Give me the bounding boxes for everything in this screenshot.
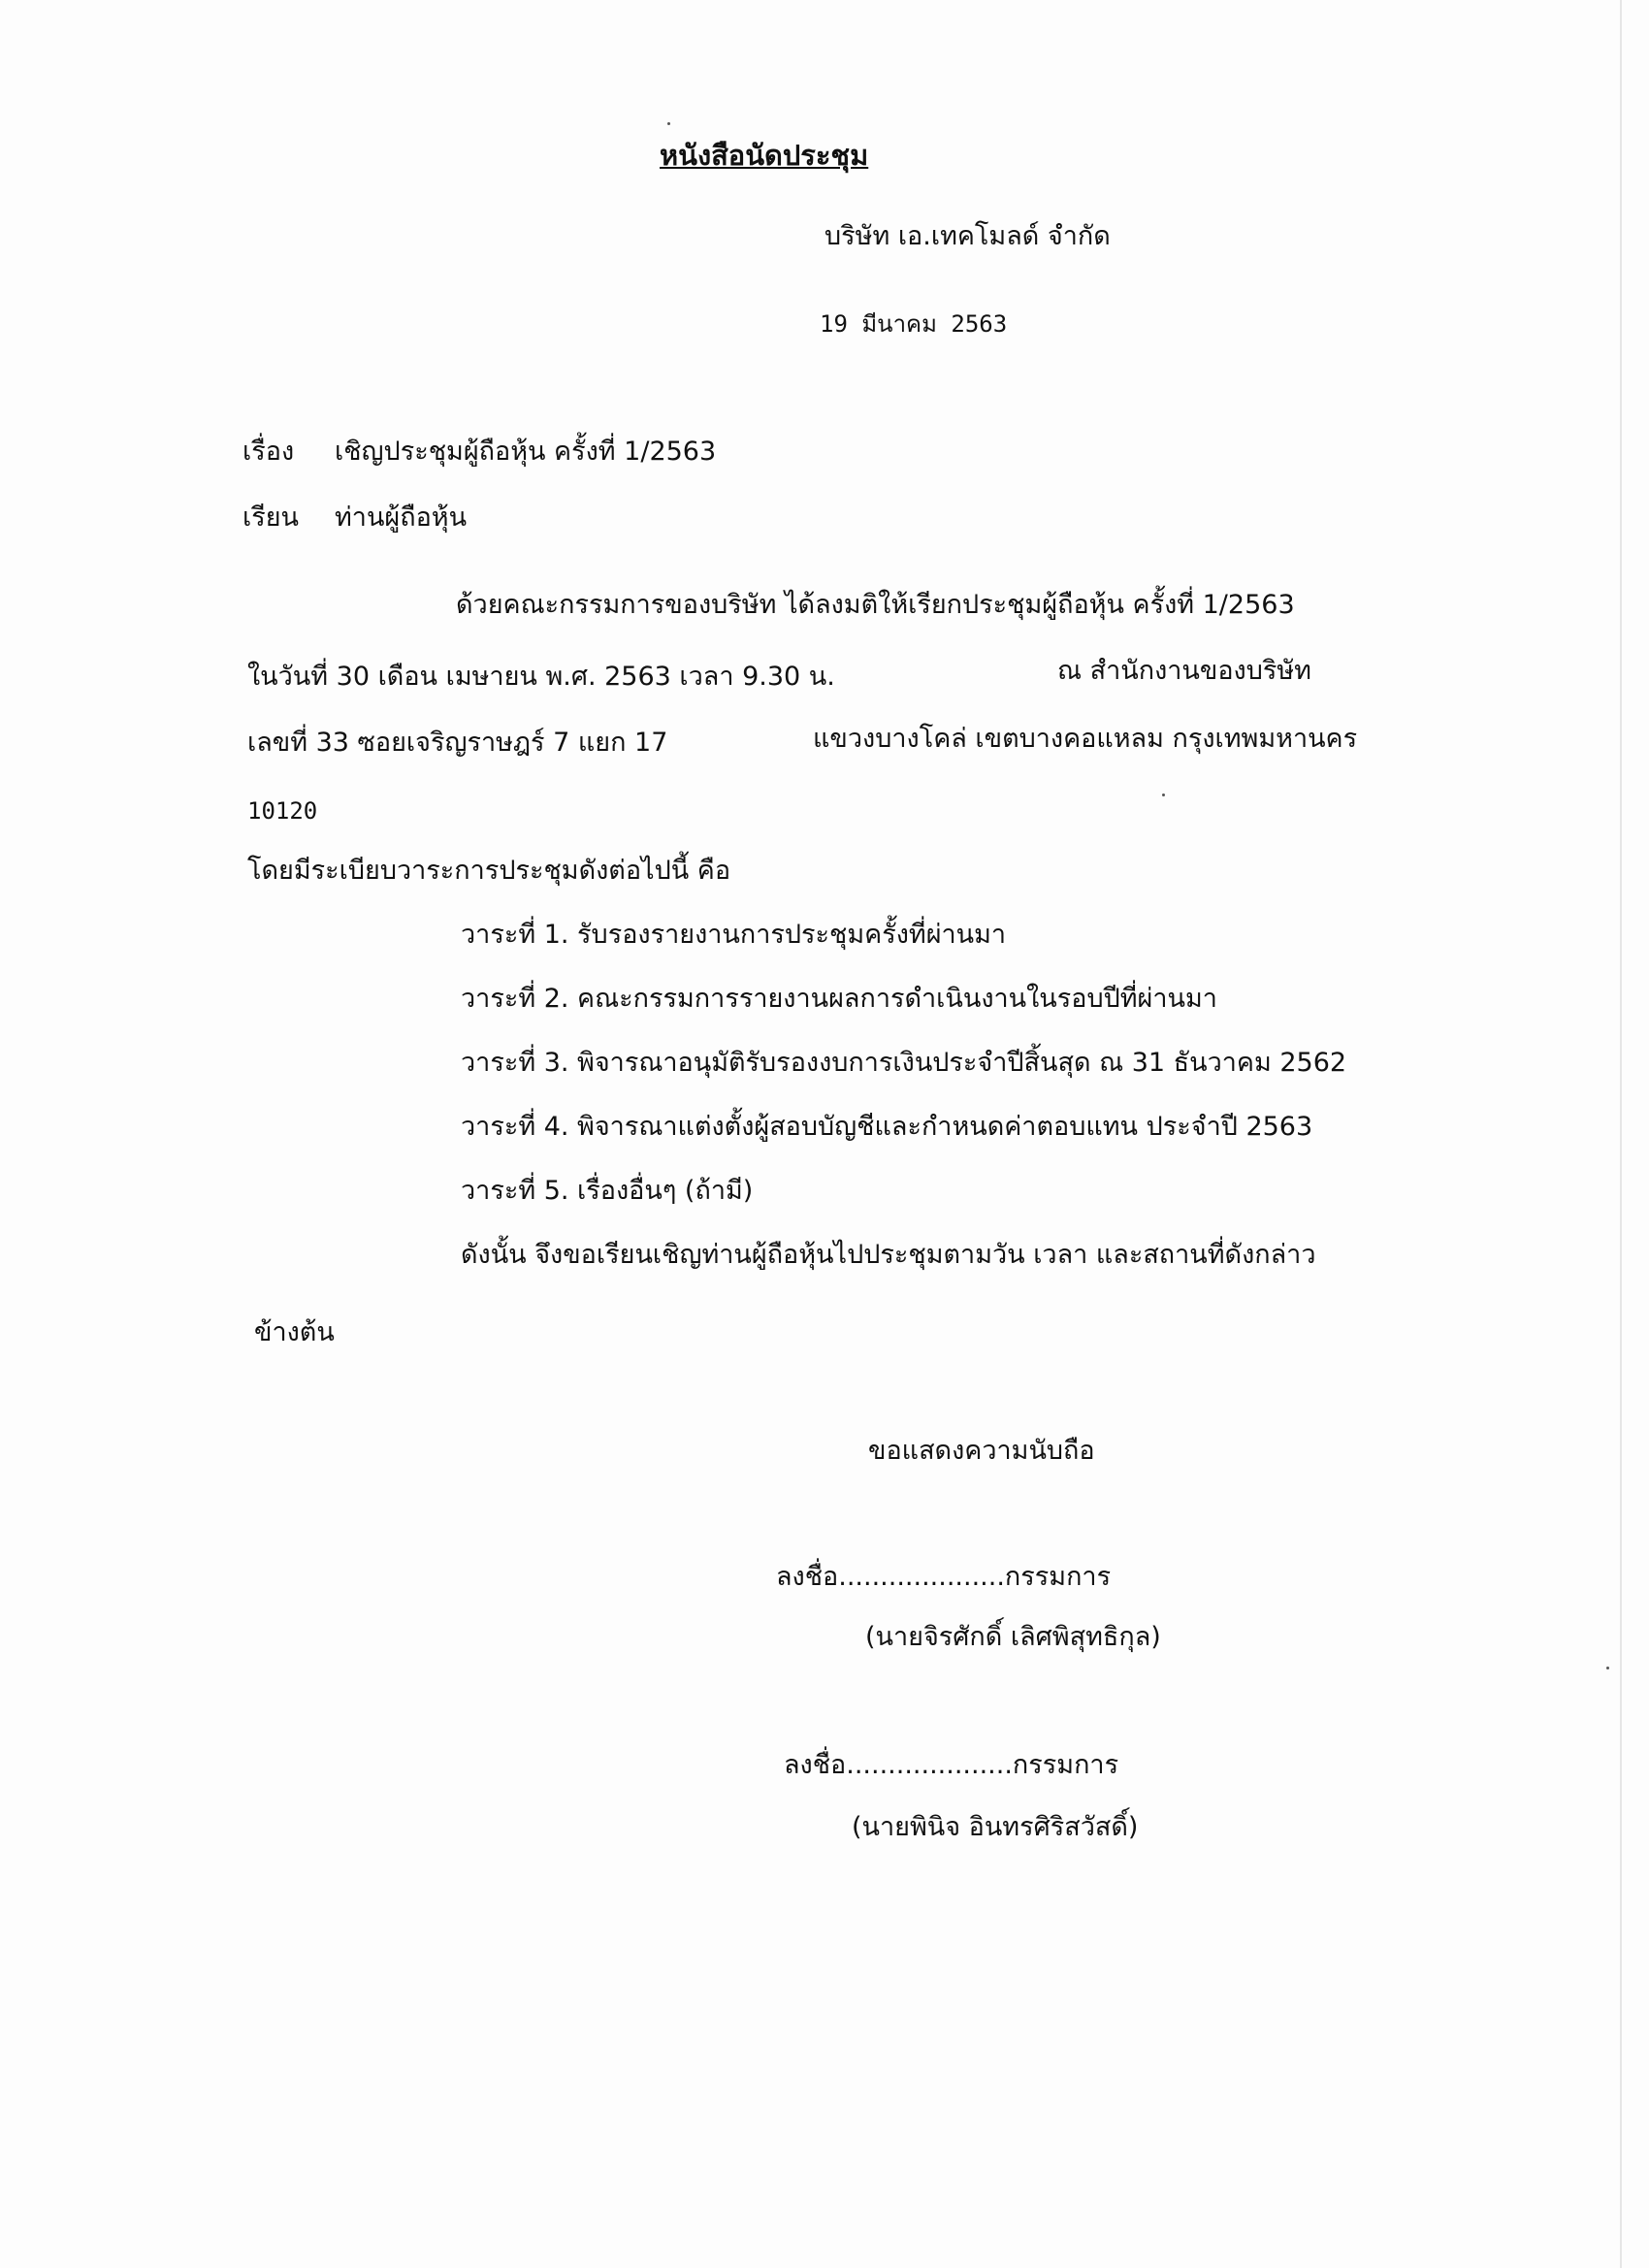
agenda-intro: โดยมีระเบียบวาระการประชุมดังต่อไปนี้ คือ (247, 856, 731, 886)
scan-speck (1606, 1667, 1609, 1669)
subject-label: เรื่อง (242, 437, 295, 467)
signature-line: ลงชื่อ....................กรรมการ (776, 1562, 1112, 1592)
closing-line-1: ดังนั้น จึงขอเรียนเชิญท่านผู้ถือหุ้นไปประชุมตามวัน เวลา และสถานที่ดังกล่าว (461, 1240, 1316, 1270)
agenda-item: วาระที่ 2. คณะกรรมการรายงานผลการดำเนินงานในรอบปีที่ผ่านมา (461, 984, 1217, 1014)
body-line-3a: เลขที่ 33 ซอยเจริญราษฎร์ 7 แยก 17 (247, 728, 668, 758)
document-title: หนังสือนัดประชุม (660, 139, 869, 172)
agenda-item: วาระที่ 3. พิจารณาอนุมัติรับรองงบการเงินประจำปีสิ้นสุด ณ 31 ธันวาคม 2562 (461, 1048, 1347, 1078)
signatory-name: (นายจิรศักดิ์ เลิศพิสุทธิกุล) (865, 1622, 1161, 1652)
postal-code: 10120 (247, 797, 318, 825)
agenda-item: วาระที่ 5. เรื่องอื่นๆ (ถ้ามี) (461, 1176, 754, 1206)
agenda-item: วาระที่ 4. พิจารณาแต่งตั้งผู้สอบบัญชีและกำหนดค่าตอบแทน ประจำปี 2563 (461, 1112, 1313, 1142)
document-date: 19 มีนาคม 2563 (820, 310, 1008, 338)
agenda-item: วาระที่ 1. รับรองรายงานการประชุมครั้งที่ผ่านมา (461, 920, 1007, 950)
signatory-name: (นายพินิจ อินทรศิริสวัสดิ์) (852, 1812, 1139, 1842)
regards: ขอแสดงความนับถือ (868, 1436, 1095, 1466)
company-name: บริษัท เอ.เทคโมลด์ จำกัด (824, 221, 1111, 251)
to-label: เรียน (242, 502, 300, 533)
scan-speck (1162, 794, 1165, 796)
scan-speck (667, 122, 670, 125)
page-edge-shadow (1620, 0, 1622, 2268)
body-line-1: ด้วยคณะกรรมการของบริษัท ได้ลงมติให้เรียกประชุมผู้ถือหุ้น ครั้งที่ 1/2563 (456, 590, 1295, 620)
to-text: ท่านผู้ถือหุ้น (335, 502, 468, 533)
body-line-2a: ในวันที่ 30 เดือน เมษายน พ.ศ. 2563 เวลา 9.30 น. (247, 662, 835, 692)
body-line-3b: แขวงบางโคล่ เขตบางคอแหลม กรุงเทพมหานคร (813, 724, 1358, 754)
body-line-2b: ณ สำนักงานของบริษัท (1057, 656, 1311, 686)
subject-text: เชิญประชุมผู้ถือหุ้น ครั้งที่ 1/2563 (335, 437, 717, 467)
closing-line-2: ข้างต้น (254, 1317, 335, 1347)
signature-line: ลงชื่อ....................กรรมการ (784, 1750, 1119, 1780)
